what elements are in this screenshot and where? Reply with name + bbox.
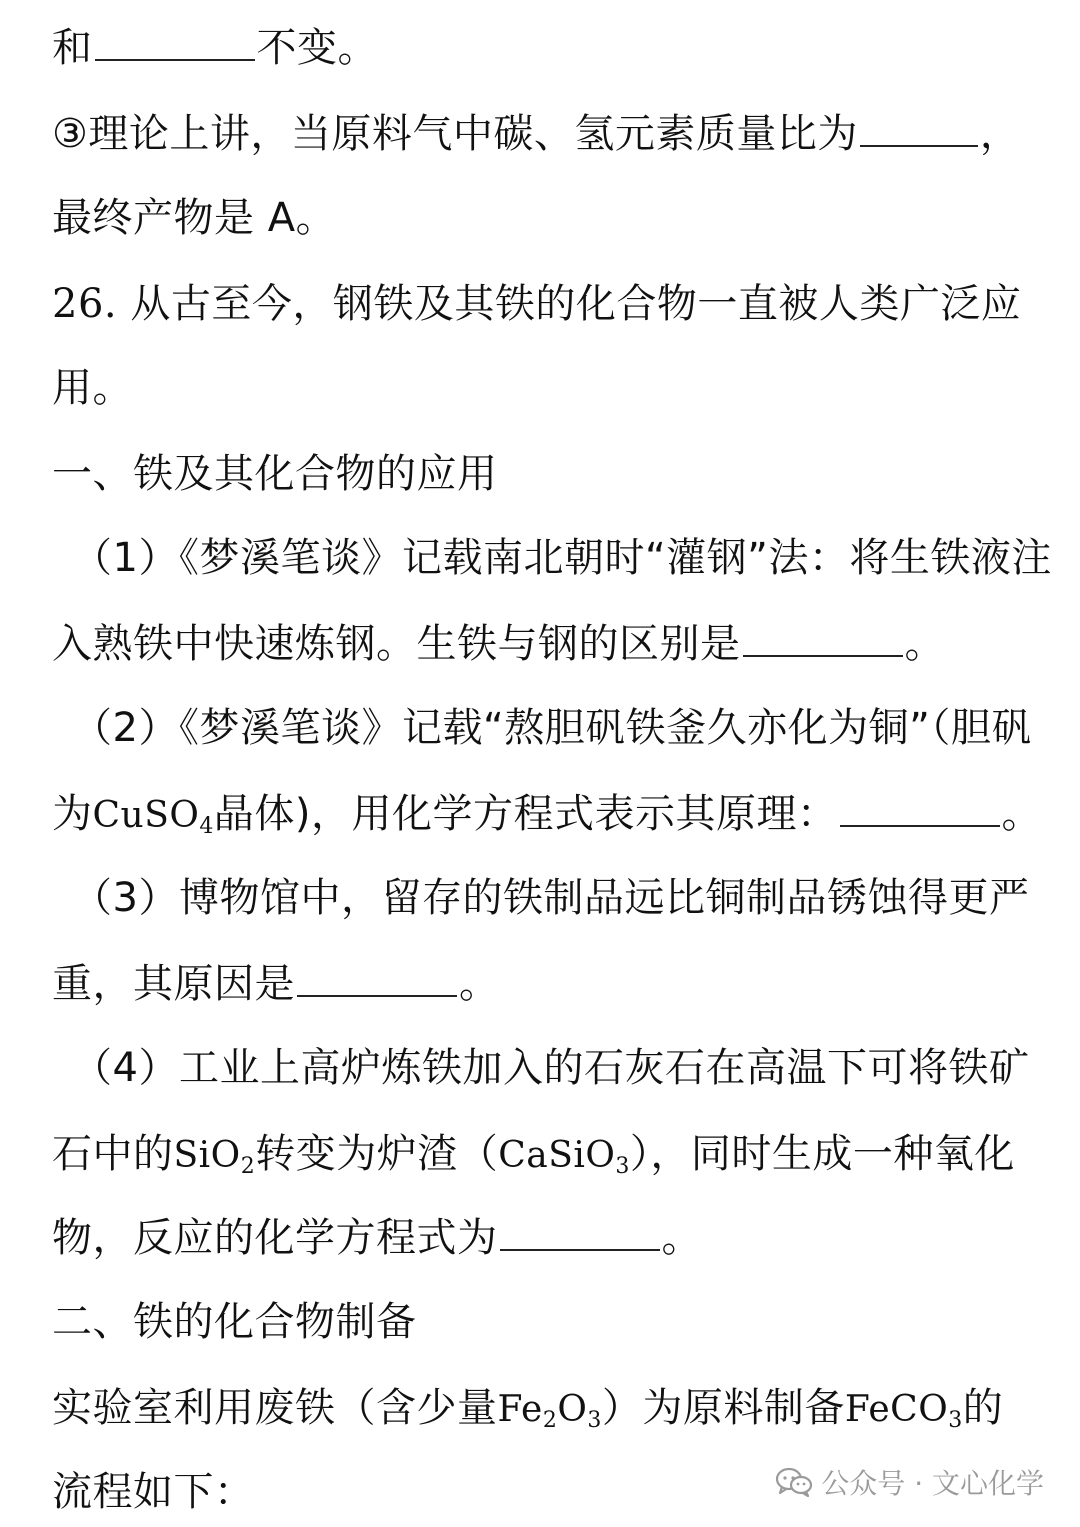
section-heading-1	[52, 446, 498, 502]
text: 。	[661, 1215, 702, 1261]
watermark	[775, 1462, 1044, 1502]
text: 转变为炉渣（	[255, 1131, 499, 1177]
answer-blank	[743, 619, 903, 657]
formula-fe2o3: $Fe_2O_3$	[497, 1389, 602, 1433]
watermark-text: 公众号 · 文心化学	[821, 1467, 1044, 1500]
text-line-14	[52, 1126, 1015, 1195]
text: 最终产物是 A。	[52, 195, 337, 241]
text: 石中的	[52, 1131, 174, 1177]
text: 。	[1001, 791, 1043, 837]
question-26-heading	[52, 276, 1021, 332]
text: （3）博物馆中，留存的铁制品远比铜制品锈蚀得更严	[72, 875, 1030, 921]
section-heading-2	[52, 1294, 417, 1350]
text: 一、铁及其化合物的应用	[52, 451, 498, 497]
subquestion-3	[72, 870, 1029, 926]
text-line-17	[52, 1380, 1003, 1449]
text-line-8	[52, 616, 945, 672]
formula-casio3: CaSiO$_3$	[498, 1135, 630, 1179]
text-line-5	[52, 360, 133, 416]
text-line-10	[52, 786, 1042, 855]
answer-blank	[95, 23, 255, 61]
text: ），同时生成一种氧化	[629, 1131, 1015, 1177]
text: 晶体)，用化学方程式表示其原理：	[213, 791, 838, 837]
text: 。	[904, 621, 945, 667]
text: 为	[52, 791, 93, 837]
text: 流程如下：	[52, 1469, 255, 1515]
text: （2）《梦溪笔谈》记载“熬胆矾铁釜久亦化为铜”（胆矾	[72, 705, 1032, 751]
text: 的	[962, 1385, 1004, 1431]
text: 重，其原因是	[52, 961, 295, 1007]
answer-blank	[297, 959, 457, 997]
text: ）为原料制备	[601, 1385, 845, 1431]
text-line-1	[52, 20, 378, 76]
text: 实验室利用废铁（含少量	[52, 1385, 498, 1431]
text-line-12	[52, 956, 500, 1012]
text: 入熟铁中快速炼钢。生铁与钢的区别是	[52, 621, 741, 667]
text: 二、铁的化合物制备	[52, 1299, 417, 1345]
answer-blank	[840, 789, 1000, 827]
text: （1）《梦溪笔谈》记载南北朝时“灌钢”法：将生铁液注	[72, 535, 1052, 581]
subquestion-4	[72, 1040, 1029, 1096]
text: ③理论上讲，当原料气中碳、氢元素质量比为	[52, 111, 858, 157]
question-number: 26.	[52, 281, 118, 327]
text: 不变。	[256, 25, 378, 71]
formula-cuso4: CuSO$_4$	[92, 795, 214, 839]
formula-feco3: FeCO$_3$	[844, 1389, 963, 1433]
answer-blank	[860, 109, 978, 147]
text: 和	[52, 25, 93, 71]
text-line-18	[52, 1464, 255, 1520]
text: 。	[459, 961, 500, 1007]
subquestion-2	[72, 700, 1032, 756]
text: ，	[979, 111, 1021, 157]
text-line-3	[52, 190, 336, 246]
answer-blank	[500, 1213, 660, 1251]
formula-sio2: SiO$_2$	[173, 1135, 256, 1179]
wechat-icon	[775, 1467, 813, 1497]
subquestion-1	[72, 530, 1052, 586]
text: 用。	[52, 365, 133, 411]
text: 物，反应的化学方程式为	[52, 1215, 498, 1261]
text-line-15	[52, 1210, 702, 1266]
text: （4）工业上高炉炼铁加入的石灰石在高温下可将铁矿	[72, 1045, 1030, 1091]
text-line-2	[52, 106, 1020, 162]
text: 从古至今，钢铁及其铁的化合物一直被人类广泛应	[117, 281, 1022, 327]
